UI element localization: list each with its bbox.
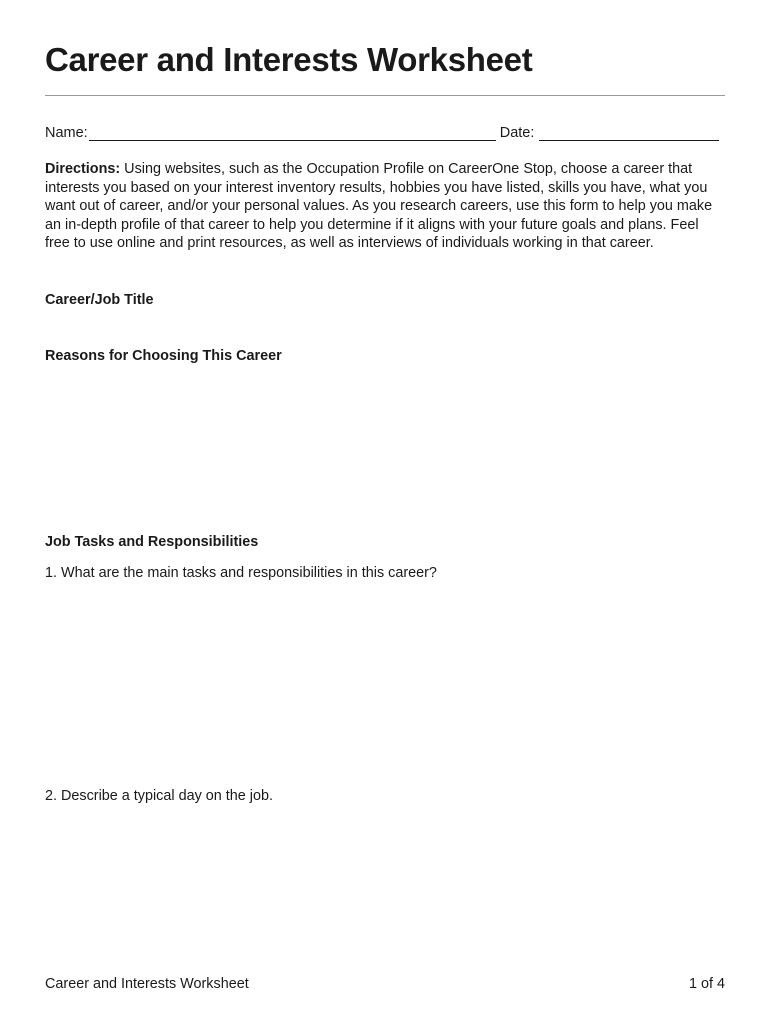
footer-title: Career and Interests Worksheet xyxy=(45,976,249,992)
name-label: Name: xyxy=(45,125,88,141)
title-divider xyxy=(45,95,725,96)
directions-paragraph xyxy=(45,160,727,253)
question-typical-day: 2. Describe a typical day on the job. xyxy=(45,788,273,804)
question-main-tasks: 1. What are the main tasks and responsibilities in this career? xyxy=(45,565,437,581)
job-tasks-heading: Job Tasks and Responsibilities xyxy=(45,534,259,550)
date-label: Date: xyxy=(499,125,535,141)
career-title-heading: Career/Job Title xyxy=(45,292,154,308)
typical-day-answer-area[interactable] xyxy=(45,812,725,962)
worksheet-title: Career and Interests Worksheet xyxy=(45,41,533,78)
name-field[interactable] xyxy=(89,124,496,141)
directions-label: Directions: xyxy=(45,161,121,177)
name-date-row xyxy=(45,121,725,143)
date-field[interactable] xyxy=(539,124,719,141)
reasons-answer-area[interactable] xyxy=(45,370,725,526)
main-tasks-answer-area[interactable] xyxy=(45,590,725,780)
directions-text: Using websites, such as the Occupation Profile on CareerOne Stop, choose a career that interests you based on your interest inventory results, hobbies you have listed, skills you have, what you want out of career, and/or your personal values. As you research careers, use this form to help you make an in-depth profile of that career to help you determine if it aligns with your future goals and plans. Feel free to use online and print resources, as well as interviews of individuals working in that career. xyxy=(45,161,713,252)
reasons-heading: Reasons for Choosing This Career xyxy=(45,348,282,364)
career-title-answer-area[interactable] xyxy=(45,312,725,348)
page-number: 1 of 4 xyxy=(688,976,725,992)
